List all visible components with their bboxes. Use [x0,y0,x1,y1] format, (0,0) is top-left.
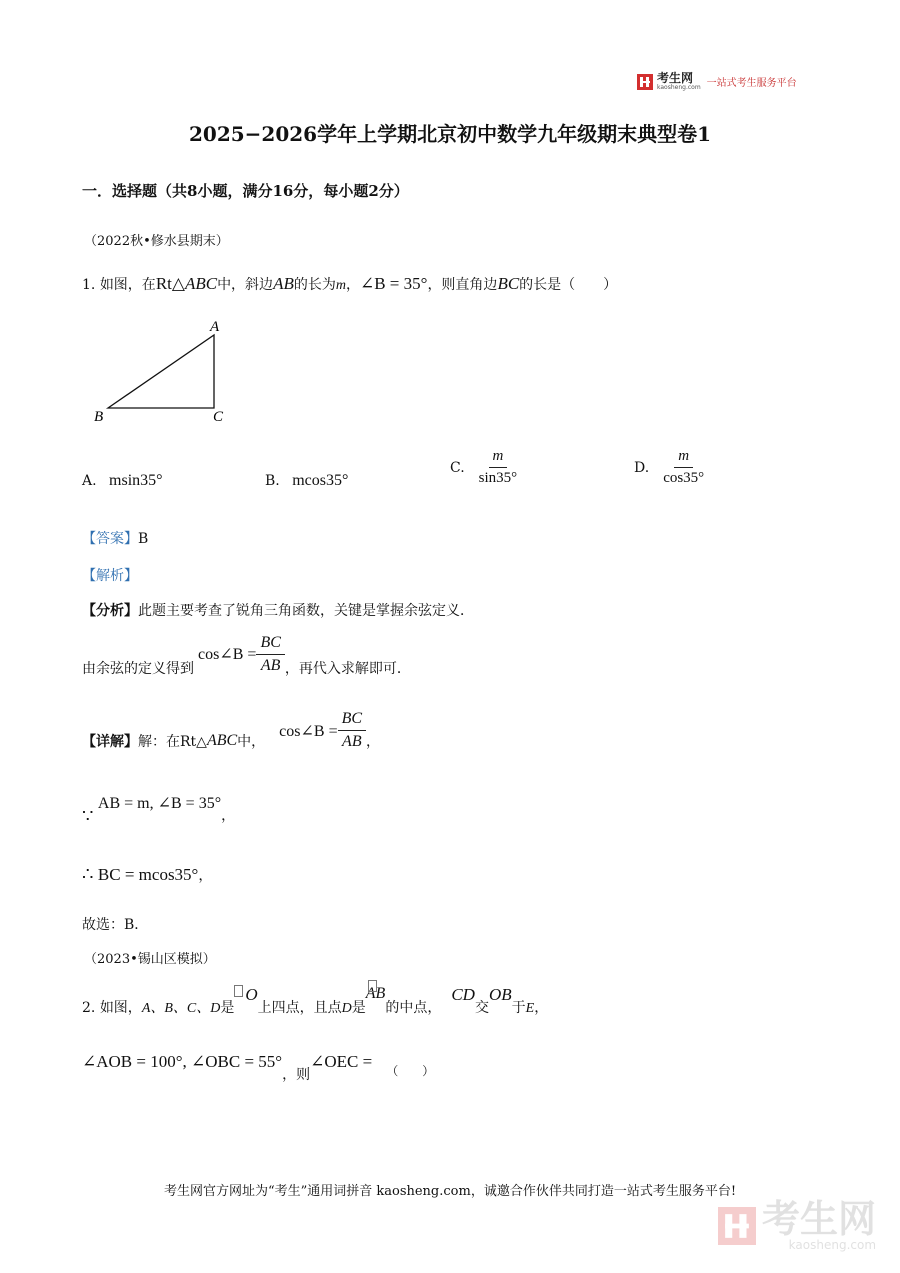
option-c [450,448,521,487]
watermark-domain: kaosheng.com [788,1238,877,1252]
q2-points: A、B、C、D [141,1001,221,1016]
choose-line: 故选：B． [82,917,149,933]
fraction-denominator: cos35° [663,470,705,486]
circle-symbol-placeholder [234,985,243,997]
header-logo [637,72,797,91]
watermark [718,1197,877,1252]
q2-text: ，则 [282,1067,311,1083]
q2-text: 于 [511,1000,526,1016]
q2-text: ， [534,1000,549,1016]
q2-text: 上四点，且点 [257,1000,342,1016]
fenxi-text: 此题主要考查了锐角三角函数，关键是掌握余弦定义． [138,603,474,619]
q1-text: 的长为 [293,277,336,293]
option-fraction [659,448,708,487]
cos-lhs: cos∠B = [279,722,338,740]
option-expr: mcos35° [292,472,349,489]
q2-text: 如图， [99,1000,142,1016]
header-slogan: 一站式考生服务平台 [706,78,797,89]
arc-symbol-placeholder [368,980,377,992]
answer-value: B [138,531,149,547]
fraction-numerator: m [489,448,508,468]
option-key: B. [265,473,280,489]
q1-text: ，则直角边 [427,277,498,293]
q1-ab: AB [273,274,294,293]
q2-text: 是 [351,1000,366,1016]
cos-fraction [338,710,366,751]
q2-text: 交 [474,1000,489,1016]
therefore-symbol: ∴ [82,864,94,885]
q1-triangle-figure [90,315,240,430]
q1-abc: ABC [184,274,218,293]
because-line [82,792,236,827]
q2-text: 是 [220,1000,235,1016]
option-expr: msin35° [109,472,163,489]
option-a [82,472,163,490]
q2-number: 2. [82,1000,96,1016]
line-text: 中， [237,733,266,750]
line-text: 解：在Rt△ [138,733,207,750]
line-text: 由余弦的定义得到 [82,661,194,677]
q1-source: （2022秋•修水县期末） [84,234,229,249]
q1-text: 如图，在 [99,277,156,293]
option-d [634,448,708,487]
cos-fraction [256,634,284,675]
xiangjie-line: 【详解】 解：在Rt△ ABC 中， cos∠B = $\frac{BC}{AB}$ ， [82,710,381,750]
fraction-denominator: AB [260,656,281,674]
q2-ask: ∠OEC = [310,1052,373,1071]
q1-m: m [335,278,346,293]
fraction-denominator: sin35° [478,470,518,486]
logo-domain: kaosheng.com [657,84,701,91]
q2-e: E [525,1001,535,1016]
option-b [265,472,348,490]
footer-note: 考生网官方网址为“考生”通用词拼音 kaosheng.com，诚邀合作伙伴共同打造一站式考生服务平台! [163,1184,737,1199]
q1-bc: BC [497,274,520,293]
because-expr: AB = m, ∠B = 35° [97,795,222,812]
line-text: ， [198,868,213,884]
watermark-name: 考生网 [762,1197,877,1241]
q1-text: 的长是（ ） [519,277,618,293]
xiangjie-label: 【详解】 [82,733,138,750]
analysis-label: 【解析】 [82,568,138,584]
fraction-numerator: m [674,448,693,468]
fenxi-formula-line [82,630,411,678]
q1-stem [82,274,617,294]
q2-o: O [245,985,258,1004]
therefore-line [82,864,212,885]
cos-lhs: cos∠B = [198,646,257,663]
logo-name: 考生网 [657,71,694,85]
q2-condition-line [82,1052,435,1083]
q1-text: 中，斜边 [217,277,274,293]
q2-d: D [341,1001,352,1016]
line-text: ，再代入求解即可． [284,661,411,677]
watermark-logo-icon [718,1207,756,1245]
q2-source: （2023•锡山区模拟） [84,952,216,967]
line-text: ， [221,808,236,824]
q1-angle: ∠B = 35° [359,274,428,293]
arc-symbol [366,986,386,1002]
page-title: 2025−2026学年上学期北京初中数学九年级期末典型卷1 [188,122,711,146]
q2-ob: OB [488,985,512,1004]
option-key: C. [450,459,465,476]
q2-text: （ ） [386,1064,435,1078]
q1-text: ， [345,277,360,293]
q1-rt: Rt△ [155,274,185,293]
answer-label: 【答案】 [82,531,138,547]
fraction-numerator: BC [256,634,284,655]
fenxi-label: 【分析】 [82,603,138,619]
kaosheng-logo-icon [637,74,653,90]
q2-text: 的中点， [385,1000,442,1016]
vertex-b-label: B [94,409,104,425]
vertex-c-label: C [213,409,224,425]
fraction-numerator: BC [338,710,366,731]
q2-condition: ∠AOB = 100°, ∠OBC = 55° [82,1052,283,1071]
vertex-a-label: A [210,319,220,335]
therefore-expr: BC = mcos35° [97,865,199,884]
option-key: D. [634,459,650,476]
q1-number: 1. [82,277,96,293]
option-fraction [475,448,522,487]
q2-cd: CD [451,985,475,1004]
xiangjie-abc: ABC [206,731,238,749]
fraction-denominator: AB [342,733,362,750]
q2-arc: AB [365,985,386,1002]
option-key: A. [82,473,97,489]
fenxi-line [82,600,474,620]
answer-line [82,528,148,548]
triangle-shape [108,335,214,408]
section-heading: 一．选择题（共8小题，满分16分，每小题2分） [82,182,409,200]
because-symbol: ∵ [82,806,94,827]
q2-stem [82,985,549,1016]
